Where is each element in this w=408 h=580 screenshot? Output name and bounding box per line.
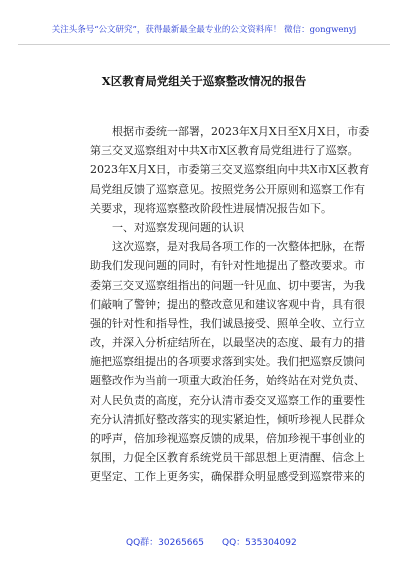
body-line: 的呼声，倍加珍视巡察反馈的成果，倍加珍视干事创业的 xyxy=(90,432,365,445)
section-heading: 一、对巡察发现问题的认识 xyxy=(112,220,244,234)
body-line: 更坚定、工作上更务实，确保群众明显感受到巡察带来的 xyxy=(90,470,365,484)
body-line: 根据市委统一部署，2023年X月X日至X月X日，市委 xyxy=(112,125,370,138)
body-line: 氛围，力促全区教育系统党员干部思想上更清醒、信念上 xyxy=(90,451,365,465)
footer-contact xyxy=(0,535,408,549)
document-body xyxy=(90,122,372,487)
body-line: 们敲响了警钟；提出的整改意见和建议客观中肯，具有很 xyxy=(90,297,365,311)
footer-qq-group: QQ群：30265665 xyxy=(126,538,204,548)
body-line: 强的针对性和指导性，我们诚恳接受、照单全收、立行立 xyxy=(90,316,365,330)
header-divider xyxy=(18,44,390,45)
body-line: 第三交叉巡察组对中共X市X区教育局党组进行了巡察。 xyxy=(90,144,359,158)
body-line: 这次巡察，是对我局各项工作的一次整体把脉，在帮 xyxy=(112,240,365,254)
body-line: 局党组反馈了巡察意见。按照党务公开原则和巡察工作有 xyxy=(90,182,365,196)
body-line: 改，并深入分析症结所在，以最坚决的态度、最有力的措 xyxy=(90,336,365,350)
body-line: 委第三交叉巡察组指出的问题一针见血、切中要害，为我 xyxy=(90,278,365,292)
body-line: 对人民负责的高度，充分认清市委交叉巡察工作的重要性 xyxy=(90,393,365,407)
body-line: 助我们发现问题的同时，有针对性地提出了整改要求。市 xyxy=(90,259,365,273)
header-promo-text: 关注头条号“公文研究”，获得最新最全最专业的公文资料库！ 微信：gongwenyj xyxy=(51,25,357,35)
document-title: X区教育局党组关于巡察整改情况的报告 xyxy=(101,74,307,88)
footer-qq-number: QQ：535304092 xyxy=(222,538,297,548)
body-line: 关要求，现将巡察整改阶段性进展情况报告如下。 xyxy=(90,201,332,215)
body-line: 充分认清抓好整改落实的现实紧迫性，倾听珍视人民群众 xyxy=(90,412,365,426)
body-line: 施把巡察组提出的各项要求落到实处。我们把巡察反馈问 xyxy=(90,355,365,369)
body-line: 题整改作为当前一项重大政治任务，始终站在对党负责、 xyxy=(90,374,365,388)
body-line: 2023年X月X日，市委第三交叉巡察组向中共X市X区教育 xyxy=(90,163,370,177)
